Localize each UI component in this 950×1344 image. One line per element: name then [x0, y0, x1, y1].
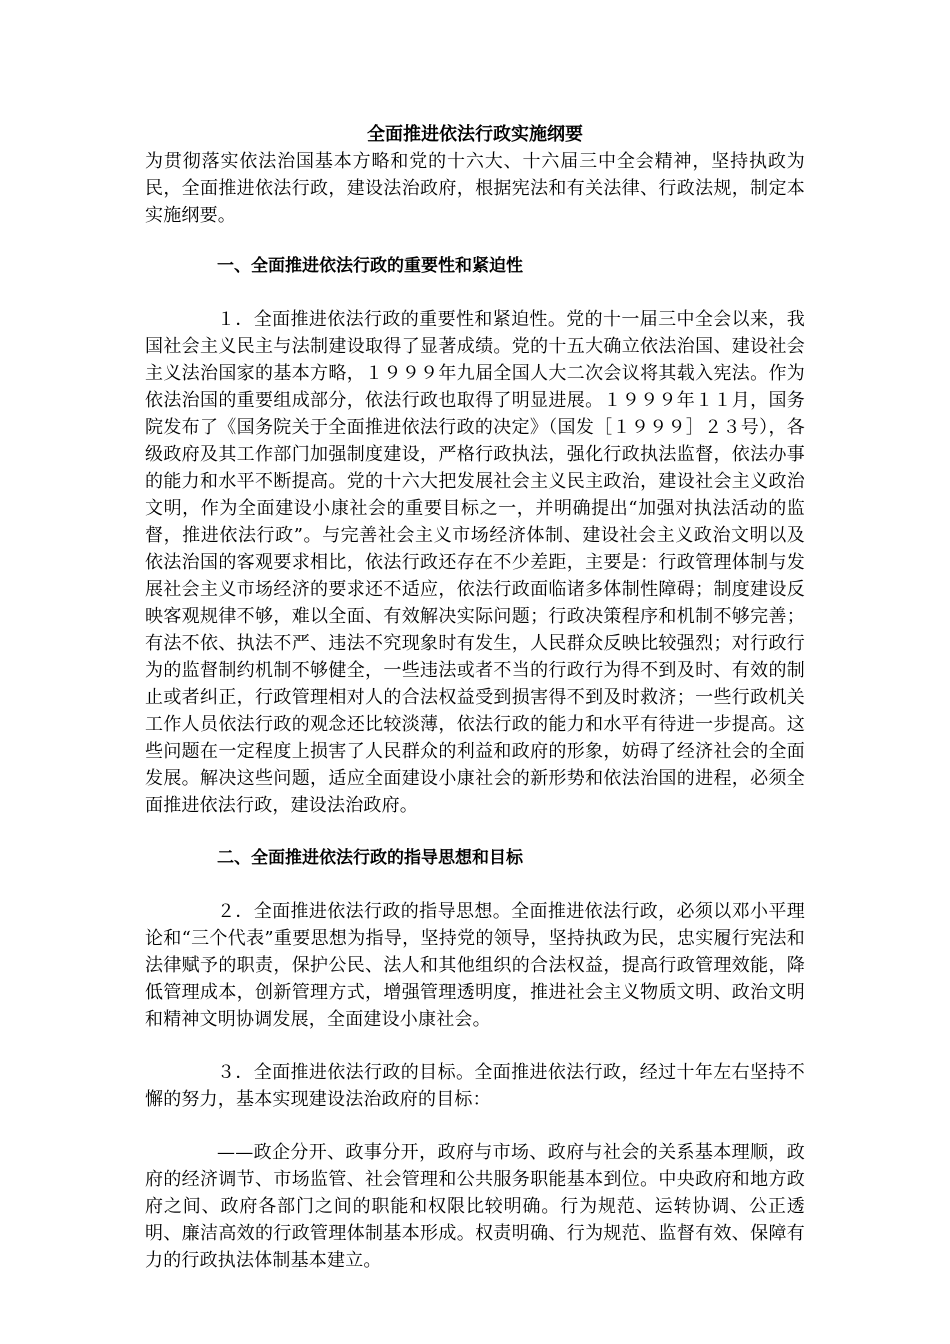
document-page	[145, 122, 805, 1274]
paragraph-1: １．全面推进依法行政的重要性和紧迫性。党的十一届三中全会以来，我国社会主义民主与法制建设取得了显著成绩。党的十五大确立依法治国、建设社会主义法治国家的基本方略，１９９９年九届全国人大二次会议将其载入宪法。作为依法治国的重要组成部分，依法行政也取得了明显进展。１９９９年１１月，国务院发布了《国务院关于全面推进依法行政的决定》（国发［１９９９］２３号），各级政府及其工作部门加强制度建设，严格行政执法，强化行政执法监督，依法办事的能力和水平不断提高。党的十六大把发展社会主义民主政治，建设社会主义政治文明，作为全面建设小康社会的重要目标之一，并明确提出“加强对执法活动的监督，推进依法行政”。与完善社会主义市场经济体制、建设社会主义政治文明以及依法治国的客观要求相比，依法行政还存在不少差距，主要是：行政管理体制与发展社会主义市场经济的要求还不适应，依法行政面临诸多体制性障碍；制度建设反映客观规律不够，难以全面、有效解决实际问题；行政决策程序和机制不够完善；有法不依、执法不严、违法不究现象时有发生，人民群众反映比较强烈；对行政行为的监督制约机制不够健全，一些违法或者不当的行政行为得不到及时、有效的制止或者纠正，行政管理相对人的合法权益受到损害得不到及时救济；一些行政机关工作人员依法行政的观念还比较淡薄，依法行政的能力和水平有待进一步提高。这些问题在一定程度上损害了人民群众的利益和政府的形象，妨碍了经济社会的全面发展。解决这些问题，适应全面建设小康社会的新形势和依法治国的进程，必须全面推进依法行政，建设法治政府。	[145, 309, 805, 816]
paragraph-2: ２．全面推进依法行政的指导思想。全面推进依法行政，必须以邓小平理论和“三个代表”重要思想为指导，坚持党的领导，坚持执政为民，忠实履行宪法和法律赋予的职责，保护公民、法人和其他组织的合法权益，提高行政管理效能，降低管理成本，创新管理方式，增强管理透明度，推进社会主义物质文明、政治文明和精神文明协调发展，全面建设小康社会。	[145, 901, 805, 1030]
paragraph-3: ３．全面推进依法行政的目标。全面推进依法行政，经过十年左右坚持不懈的努力，基本实现建设法治政府的目标：	[145, 1062, 805, 1110]
spacer	[145, 229, 805, 253]
section-1-heading: 一、全面推进依法行政的重要性和紧迫性	[217, 256, 523, 276]
paragraph-4: ——政企分开、政事分开，政府与市场、政府与社会的关系基本理顺，政府的经济调节、市场监管、社会管理和公共服务职能基本到位。中央政府和地方政府之间、政府各部门之间的职能和权限比较明确。行为规范、运转协调、公正透明、廉洁高效的行政管理体制基本形成。权责明确、行为规范、监督有效、保障有力的行政执法体制基本建立。	[145, 1142, 805, 1271]
document-title: 全面推进依法行政实施纲要	[367, 124, 583, 145]
spacer	[145, 280, 805, 306]
section-2-heading: 二、全面推进依法行政的指导思想和目标	[217, 848, 523, 868]
spacer	[145, 819, 805, 845]
spacer	[145, 1033, 805, 1059]
spacer	[145, 1113, 805, 1139]
intro-paragraph: 为贯彻落实依法治国基本方略和党的十六大、十六届三中全会精神，坚持执政为民，全面推进依法行政，建设法治政府，根据宪法和有关法律、行政法规，制定本实施纲要。	[145, 151, 805, 226]
spacer	[145, 872, 805, 898]
